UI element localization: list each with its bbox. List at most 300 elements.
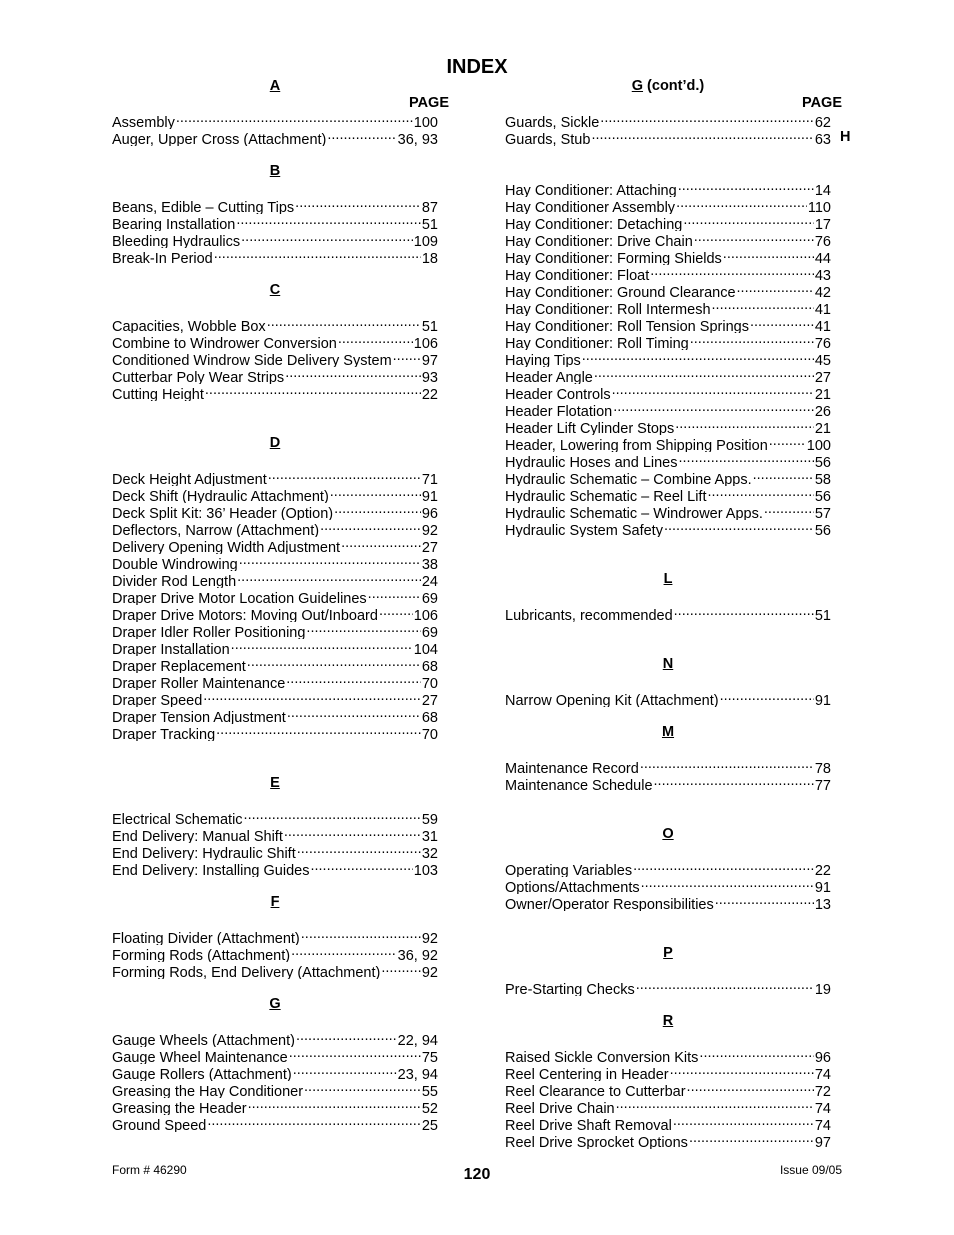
entry-topic: Hay Conditioner Assembly bbox=[505, 199, 676, 214]
index-entry bbox=[505, 401, 831, 418]
section-h-entries bbox=[505, 180, 831, 537]
dot-leader bbox=[327, 129, 396, 144]
entry-page: 21 bbox=[814, 386, 831, 401]
index-entry bbox=[112, 1064, 438, 1081]
section-heading-a: A bbox=[269, 78, 281, 94]
entry-page: 19 bbox=[814, 981, 831, 996]
section-r-entries bbox=[505, 1047, 831, 1149]
entry-topic: Draper Drive Motors: Moving Out/Inboard bbox=[112, 607, 378, 622]
entry-topic: Hydraulic Schematic – Windrower Apps. bbox=[505, 505, 763, 520]
entry-page: 14 bbox=[814, 182, 831, 197]
entry-topic: Hay Conditioner: Float bbox=[505, 267, 650, 282]
page-column-label: PAGE bbox=[408, 95, 449, 111]
section-o-entries bbox=[505, 860, 831, 911]
entry-page: 42 bbox=[814, 284, 831, 299]
dot-leader bbox=[712, 299, 814, 314]
index-entry bbox=[505, 1064, 831, 1081]
entry-page: 72 bbox=[814, 1083, 831, 1098]
index-entry bbox=[505, 894, 831, 911]
entry-page: 74 bbox=[814, 1066, 831, 1081]
dot-leader bbox=[236, 214, 421, 229]
index-entry bbox=[112, 656, 438, 673]
entry-topic: Deck Height Adjustment bbox=[112, 471, 267, 486]
entry-page: 22 bbox=[814, 862, 831, 877]
dot-leader bbox=[244, 809, 421, 824]
entry-page: 96 bbox=[421, 505, 438, 520]
dot-leader bbox=[293, 1064, 397, 1079]
entry-page: 56 bbox=[814, 454, 831, 469]
entry-topic: Cutterbar Poly Wear Strips bbox=[112, 369, 285, 384]
section-heading-d: D bbox=[269, 435, 281, 451]
index-entry bbox=[505, 435, 831, 452]
entry-page: 18 bbox=[421, 250, 438, 265]
entry-page: 55 bbox=[421, 1083, 438, 1098]
entry-page: 92 bbox=[421, 930, 438, 945]
index-entry bbox=[505, 690, 831, 707]
index-entry bbox=[112, 350, 438, 367]
section-heading-m: M bbox=[661, 724, 675, 740]
index-entry bbox=[112, 860, 438, 877]
section-heading-f: F bbox=[270, 894, 280, 910]
index-entry bbox=[505, 1132, 831, 1149]
dot-leader bbox=[334, 503, 421, 518]
section-l-entries bbox=[505, 605, 831, 622]
index-entry bbox=[505, 758, 831, 775]
entry-page: 68 bbox=[421, 709, 438, 724]
entry-topic: Draper Roller Maintenance bbox=[112, 675, 286, 690]
entry-topic: Beans, Edible – Cutting Tips bbox=[112, 199, 295, 214]
entry-page: 26 bbox=[814, 403, 831, 418]
entry-topic: Hay Conditioner: Attaching bbox=[505, 182, 677, 197]
page-column-label: PAGE bbox=[801, 95, 842, 111]
dot-leader bbox=[640, 758, 814, 773]
entry-topic: Hay Conditioner: Ground Clearance bbox=[505, 284, 736, 299]
entry-page: 36, 93 bbox=[397, 131, 438, 146]
index-entry bbox=[505, 418, 831, 435]
entry-page: 25 bbox=[421, 1117, 438, 1132]
dot-leader bbox=[248, 1098, 421, 1113]
index-entry bbox=[112, 707, 438, 724]
dot-leader bbox=[310, 860, 412, 875]
entry-page: 76 bbox=[814, 233, 831, 248]
entry-page: 76 bbox=[814, 335, 831, 350]
entry-page: 74 bbox=[814, 1100, 831, 1115]
entry-page: 106 bbox=[413, 607, 438, 622]
index-entry bbox=[112, 248, 438, 265]
index-entry bbox=[505, 316, 831, 333]
entry-topic: Deck Split Kit: 36’ Header (Option) bbox=[112, 505, 334, 520]
dot-leader bbox=[720, 690, 814, 705]
section-heading-b: B bbox=[269, 163, 281, 179]
entry-topic: Header Angle bbox=[505, 369, 593, 384]
entry-topic: Hydraulic System Safety bbox=[505, 522, 663, 537]
section-n-entries bbox=[505, 690, 831, 707]
entry-page: 91 bbox=[814, 879, 831, 894]
entry-page: 51 bbox=[421, 216, 438, 231]
dot-leader bbox=[267, 316, 421, 331]
dot-leader bbox=[750, 316, 814, 331]
entry-page: 97 bbox=[814, 1134, 831, 1149]
entry-topic: Hay Conditioner: Roll Tension Springs bbox=[505, 318, 749, 333]
entry-topic: Operating Variables bbox=[505, 862, 633, 877]
section-heading-o: O bbox=[662, 826, 674, 842]
entry-page: 45 bbox=[814, 352, 831, 367]
entry-topic: Header, Lowering from Shipping Position bbox=[505, 437, 768, 452]
entry-page: 43 bbox=[814, 267, 831, 282]
entry-page: 51 bbox=[421, 318, 438, 333]
entry-page: 17 bbox=[814, 216, 831, 231]
dot-leader bbox=[320, 520, 421, 535]
entry-page: 78 bbox=[814, 760, 831, 775]
entry-topic: Reel Drive Chain bbox=[505, 1100, 615, 1115]
entry-topic: Header Lift Cylinder Stops bbox=[505, 420, 675, 435]
dot-leader bbox=[285, 367, 421, 382]
entry-topic: Divider Rod Length bbox=[112, 573, 237, 588]
index-entry bbox=[505, 605, 831, 622]
dot-leader bbox=[670, 1064, 814, 1079]
entry-topic: Greasing the Header bbox=[112, 1100, 247, 1115]
entry-page: 22 bbox=[421, 386, 438, 401]
index-entry bbox=[112, 843, 438, 860]
index-entry bbox=[112, 945, 438, 962]
entry-page: 62 bbox=[814, 114, 831, 129]
index-entry bbox=[505, 367, 831, 384]
index-entry bbox=[505, 214, 831, 231]
entry-topic: End Delivery: Manual Shift bbox=[112, 828, 283, 843]
entry-page: 56 bbox=[814, 522, 831, 537]
dot-leader bbox=[338, 333, 413, 348]
dot-leader bbox=[268, 469, 421, 484]
index-entry bbox=[112, 112, 438, 129]
entry-topic: Hydraulic Hoses and Lines bbox=[505, 454, 678, 469]
entry-page: 69 bbox=[421, 590, 438, 605]
dot-leader bbox=[214, 248, 421, 263]
dot-leader bbox=[284, 826, 421, 841]
dot-leader bbox=[723, 248, 814, 263]
dot-leader bbox=[600, 112, 814, 127]
dot-leader bbox=[582, 350, 814, 365]
entry-topic: Delivery Opening Width Adjustment bbox=[112, 539, 341, 554]
entry-page: 22, 94 bbox=[397, 1032, 438, 1047]
section-heading-p: P bbox=[663, 945, 673, 961]
index-entry bbox=[112, 571, 438, 588]
section-p-entries bbox=[505, 979, 831, 996]
entry-topic: Hay Conditioner: Roll Intermesh bbox=[505, 301, 711, 316]
index-entry bbox=[112, 554, 438, 571]
dot-leader bbox=[287, 707, 421, 722]
dot-leader bbox=[689, 1132, 814, 1147]
entry-page: 77 bbox=[814, 777, 831, 792]
index-column-right bbox=[505, 78, 842, 1149]
index-entry bbox=[112, 333, 438, 350]
dot-leader bbox=[207, 1115, 421, 1130]
index-entry bbox=[112, 639, 438, 656]
entry-topic: Double Windrowing bbox=[112, 556, 238, 571]
entry-page: 68 bbox=[421, 658, 438, 673]
dot-leader bbox=[753, 469, 814, 484]
entry-page: 32 bbox=[421, 845, 438, 860]
side-letter-h: H bbox=[840, 129, 851, 145]
entry-topic: Options/Attachments bbox=[505, 879, 640, 894]
entry-page: 96 bbox=[814, 1049, 831, 1064]
dot-leader bbox=[205, 384, 421, 399]
entry-page: 27 bbox=[421, 692, 438, 707]
entry-page: 92 bbox=[421, 522, 438, 537]
entry-topic: End Delivery: Hydraulic Shift bbox=[112, 845, 296, 860]
entry-page: 38 bbox=[421, 556, 438, 571]
index-entry bbox=[112, 605, 438, 622]
section-heading-g: G bbox=[269, 996, 281, 1012]
index-entry bbox=[112, 214, 438, 231]
index-entry bbox=[112, 503, 438, 520]
index-entry bbox=[112, 197, 438, 214]
section-m-entries bbox=[505, 758, 831, 792]
dot-leader bbox=[613, 401, 814, 416]
entry-topic: Reel Centering in Header bbox=[505, 1066, 669, 1081]
entry-page: 75 bbox=[421, 1049, 438, 1064]
entry-page: 104 bbox=[413, 641, 438, 656]
entry-page: 100 bbox=[413, 114, 438, 129]
index-entry bbox=[505, 248, 831, 265]
index-entry bbox=[112, 962, 438, 979]
entry-topic: Capacities, Wobble Box bbox=[112, 318, 266, 333]
index-entry bbox=[505, 775, 831, 792]
index-entry bbox=[505, 129, 831, 146]
index-entry bbox=[112, 520, 438, 537]
dot-leader bbox=[241, 231, 413, 246]
index-entry bbox=[112, 1081, 438, 1098]
entry-page: 56 bbox=[814, 488, 831, 503]
entry-topic: Pre-Starting Checks bbox=[505, 981, 635, 996]
index-entry bbox=[505, 282, 831, 299]
entry-page: 44 bbox=[814, 250, 831, 265]
page-title: INDEX bbox=[446, 56, 508, 78]
index-entry bbox=[505, 299, 831, 316]
entry-topic: Break-In Period bbox=[112, 250, 213, 265]
entry-topic: Header Flotation bbox=[505, 403, 613, 418]
entry-page: 31 bbox=[421, 828, 438, 843]
dot-leader bbox=[641, 877, 814, 892]
entry-topic: Draper Drive Motor Location Guidelines bbox=[112, 590, 367, 605]
dot-leader bbox=[654, 775, 814, 790]
entry-page: 100 bbox=[806, 437, 831, 452]
entry-topic: Guards, Stub bbox=[505, 131, 591, 146]
entry-page: 91 bbox=[814, 692, 831, 707]
section-e-entries bbox=[112, 809, 438, 877]
dot-leader bbox=[675, 418, 814, 433]
entry-page: 41 bbox=[814, 301, 831, 316]
entry-page: 71 bbox=[421, 471, 438, 486]
entry-topic: Draper Speed bbox=[112, 692, 203, 707]
entry-page: 92 bbox=[421, 964, 438, 979]
entry-page: 69 bbox=[421, 624, 438, 639]
index-entry bbox=[112, 367, 438, 384]
index-entry bbox=[505, 860, 831, 877]
entry-page: 27 bbox=[814, 369, 831, 384]
index-entry bbox=[112, 1047, 438, 1064]
entry-topic: Maintenance Record bbox=[505, 760, 639, 775]
index-entry bbox=[505, 1081, 831, 1098]
entry-topic: Electrical Schematic bbox=[112, 811, 243, 826]
dot-leader bbox=[678, 452, 813, 467]
index-entry bbox=[112, 622, 438, 639]
index-entry bbox=[112, 316, 438, 333]
index-entry bbox=[112, 1098, 438, 1115]
dot-leader bbox=[737, 282, 814, 297]
section-a-entries bbox=[112, 112, 438, 146]
index-entry bbox=[112, 1115, 438, 1132]
dot-leader bbox=[289, 1047, 421, 1062]
form-number: Form # 46290 bbox=[112, 1163, 187, 1177]
dot-leader bbox=[237, 571, 421, 586]
dot-leader bbox=[594, 367, 814, 382]
dot-leader bbox=[636, 979, 814, 994]
index-entry bbox=[505, 333, 831, 350]
index-entry bbox=[505, 1047, 831, 1064]
dot-leader bbox=[296, 1030, 397, 1045]
index-entry bbox=[112, 588, 438, 605]
dot-leader bbox=[678, 180, 814, 195]
entry-page: 70 bbox=[421, 726, 438, 741]
index-entry bbox=[505, 469, 831, 486]
dot-leader bbox=[764, 503, 814, 518]
dot-leader bbox=[633, 860, 814, 875]
entry-page: 13 bbox=[814, 896, 831, 911]
entry-topic: Bearing Installation bbox=[112, 216, 236, 231]
dot-leader bbox=[295, 197, 421, 212]
entry-topic: Cutting Height bbox=[112, 386, 204, 401]
entry-topic: Reel Clearance to Cutterbar bbox=[505, 1083, 686, 1098]
index-entry bbox=[505, 197, 831, 214]
index-entry bbox=[112, 129, 438, 146]
index-entry bbox=[112, 809, 438, 826]
entry-page: 70 bbox=[421, 675, 438, 690]
index-entry bbox=[505, 1115, 831, 1132]
entry-topic: Forming Rods (Attachment) bbox=[112, 947, 291, 962]
index-entry bbox=[112, 537, 438, 554]
entry-topic: Forming Rods, End Delivery (Attachment) bbox=[112, 964, 381, 979]
section-b-entries bbox=[112, 197, 438, 265]
dot-leader bbox=[769, 435, 806, 450]
dot-leader bbox=[591, 129, 813, 144]
entry-page: 27 bbox=[421, 539, 438, 554]
section-f-entries bbox=[112, 928, 438, 979]
entry-topic: Gauge Rollers (Attachment) bbox=[112, 1066, 292, 1081]
section-heading-g-contd: G (cont’d.) bbox=[631, 78, 705, 94]
dot-leader bbox=[673, 1115, 814, 1130]
section-heading-c: C bbox=[269, 282, 281, 298]
entry-topic: Hydraulic Schematic – Combine Apps. bbox=[505, 471, 752, 486]
entry-page: 97 bbox=[421, 352, 438, 367]
entry-topic: Hay Conditioner: Forming Shields bbox=[505, 250, 722, 265]
index-entry bbox=[112, 1030, 438, 1047]
entry-topic: Deflectors, Narrow (Attachment) bbox=[112, 522, 320, 537]
section-heading-l: L bbox=[663, 571, 673, 587]
entry-topic: Reel Drive Shaft Removal bbox=[505, 1117, 672, 1132]
entry-topic: Header Controls bbox=[505, 386, 611, 401]
entry-topic: Combine to Windrower Conversion bbox=[112, 335, 337, 350]
entry-topic: End Delivery: Installing Guides bbox=[112, 862, 310, 877]
entry-page: 23, 94 bbox=[397, 1066, 438, 1081]
dot-leader bbox=[674, 605, 814, 620]
entry-page: 24 bbox=[421, 573, 438, 588]
entry-topic: Conditioned Windrow Side Delivery System bbox=[112, 352, 392, 367]
dot-leader bbox=[301, 928, 421, 943]
entry-topic: Draper Tension Adjustment bbox=[112, 709, 286, 724]
section-heading-e: E bbox=[270, 775, 280, 791]
entry-topic: Bleeding Hydraulics bbox=[112, 233, 241, 248]
index-entry bbox=[112, 384, 438, 401]
index-entry bbox=[112, 690, 438, 707]
entry-topic: Hay Conditioner: Drive Chain bbox=[505, 233, 693, 248]
dot-leader bbox=[381, 962, 421, 977]
dot-leader bbox=[306, 622, 420, 637]
entry-page: 87 bbox=[421, 199, 438, 214]
index-entry bbox=[505, 486, 831, 503]
dot-leader bbox=[715, 894, 814, 909]
index-entry bbox=[112, 724, 438, 741]
entry-page: 59 bbox=[421, 811, 438, 826]
dot-leader bbox=[304, 1081, 421, 1096]
dot-leader bbox=[616, 1098, 814, 1113]
dot-leader bbox=[286, 673, 421, 688]
dot-leader bbox=[368, 588, 421, 603]
entry-topic: Draper Replacement bbox=[112, 658, 246, 673]
entry-topic: Narrow Opening Kit (Attachment) bbox=[505, 692, 719, 707]
dot-leader bbox=[231, 639, 413, 654]
entry-topic: Floating Divider (Attachment) bbox=[112, 930, 300, 945]
dot-leader bbox=[176, 112, 413, 127]
index-entry bbox=[112, 469, 438, 486]
dot-leader bbox=[683, 214, 814, 229]
entry-topic: Owner/Operator Responsibilities bbox=[505, 896, 714, 911]
index-entry bbox=[505, 180, 831, 197]
dot-leader bbox=[699, 1047, 813, 1062]
index-entry bbox=[505, 231, 831, 248]
entry-page: 21 bbox=[814, 420, 831, 435]
entry-topic: Haying Tips bbox=[505, 352, 581, 367]
index-entry bbox=[505, 452, 831, 469]
entry-page: 63 bbox=[814, 131, 831, 146]
dot-leader bbox=[676, 197, 807, 212]
dot-leader bbox=[330, 486, 421, 501]
entry-topic: Gauge Wheel Maintenance bbox=[112, 1049, 288, 1064]
index-entry bbox=[505, 384, 831, 401]
index-entry bbox=[112, 826, 438, 843]
entry-topic: Hay Conditioner: Roll Timing bbox=[505, 335, 689, 350]
entry-topic: Maintenance Schedule bbox=[505, 777, 653, 792]
entry-page: 110 bbox=[807, 199, 831, 214]
index-entry bbox=[505, 520, 831, 537]
entry-topic: Guards, Sickle bbox=[505, 114, 600, 129]
entry-topic: Draper Idler Roller Positioning bbox=[112, 624, 306, 639]
entry-topic: Lubricants, recommended bbox=[505, 607, 673, 622]
dot-leader bbox=[291, 945, 397, 960]
dot-leader bbox=[694, 231, 814, 246]
entry-topic: Draper Tracking bbox=[112, 726, 216, 741]
entry-page: 58 bbox=[814, 471, 831, 486]
entry-page: 91 bbox=[421, 488, 438, 503]
entry-page: 103 bbox=[413, 862, 438, 877]
entry-page: 52 bbox=[421, 1100, 438, 1115]
section-g-contd-entries bbox=[505, 112, 831, 146]
dot-leader bbox=[687, 1081, 814, 1096]
dot-leader bbox=[216, 724, 421, 739]
entry-topic: Draper Installation bbox=[112, 641, 230, 656]
dot-leader bbox=[650, 265, 814, 280]
index-entry bbox=[505, 350, 831, 367]
section-c-entries bbox=[112, 316, 438, 401]
